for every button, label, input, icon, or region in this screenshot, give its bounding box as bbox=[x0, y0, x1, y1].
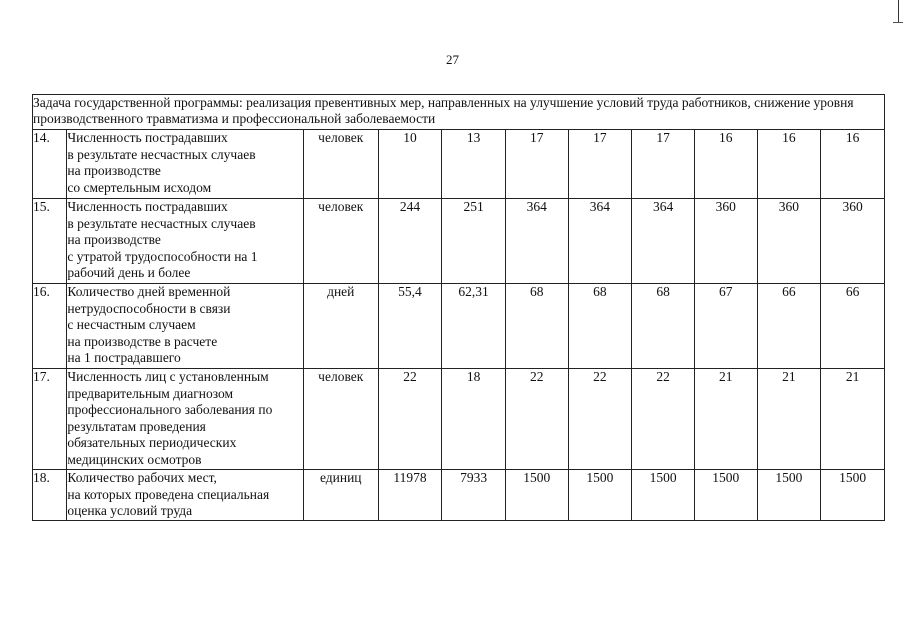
table-row bbox=[33, 199, 885, 284]
row-number: 15. bbox=[33, 199, 67, 284]
unit-cell: дней bbox=[303, 284, 378, 369]
value-cell: 16 bbox=[757, 130, 821, 199]
indicator-name: Численность пострадавших в результате несчастных случаев на производстве с утратой трудоспособности на 1 рабочий день и более bbox=[67, 199, 303, 284]
value-cell: 1500 bbox=[694, 470, 757, 521]
value-cell: 360 bbox=[757, 199, 821, 284]
value-cell: 66 bbox=[821, 284, 885, 369]
value-cell: 17 bbox=[505, 130, 568, 199]
value-cell: 62,31 bbox=[442, 284, 506, 369]
value-cell: 11978 bbox=[378, 470, 442, 521]
table-row bbox=[33, 369, 885, 470]
row-number: 16. bbox=[33, 284, 67, 369]
value-cell: 364 bbox=[632, 199, 695, 284]
table-row bbox=[33, 284, 885, 369]
value-cell: 68 bbox=[505, 284, 568, 369]
value-cell: 364 bbox=[568, 199, 632, 284]
value-cell: 16 bbox=[821, 130, 885, 199]
value-cell: 22 bbox=[632, 369, 695, 470]
value-cell: 22 bbox=[378, 369, 442, 470]
table-row bbox=[33, 470, 885, 521]
value-cell: 21 bbox=[694, 369, 757, 470]
value-cell: 364 bbox=[505, 199, 568, 284]
indicator-name: Количество рабочих мест, на которых проведена специальная оценка условий труда bbox=[67, 470, 303, 521]
value-cell: 66 bbox=[757, 284, 821, 369]
indicator-name: Численность пострадавших в результате несчастных случаев на производстве со смертельным исходом bbox=[67, 130, 303, 199]
unit-cell: человек bbox=[303, 199, 378, 284]
value-cell: 1500 bbox=[505, 470, 568, 521]
value-cell: 10 bbox=[378, 130, 442, 199]
unit-cell: человек bbox=[303, 130, 378, 199]
value-cell: 1500 bbox=[821, 470, 885, 521]
value-cell: 1500 bbox=[568, 470, 632, 521]
value-cell: 22 bbox=[568, 369, 632, 470]
value-cell: 244 bbox=[378, 199, 442, 284]
row-number: 18. bbox=[33, 470, 67, 521]
value-cell: 16 bbox=[694, 130, 757, 199]
value-cell: 360 bbox=[821, 199, 885, 284]
scan-edge-dash bbox=[893, 22, 903, 23]
value-cell: 68 bbox=[632, 284, 695, 369]
value-cell: 251 bbox=[442, 199, 506, 284]
page-number: 27 bbox=[446, 52, 459, 67]
indicators-table bbox=[32, 94, 885, 521]
value-cell: 360 bbox=[694, 199, 757, 284]
unit-cell: человек bbox=[303, 369, 378, 470]
value-cell: 21 bbox=[821, 369, 885, 470]
value-cell: 1500 bbox=[632, 470, 695, 521]
value-cell: 22 bbox=[505, 369, 568, 470]
scan-edge-mark bbox=[898, 0, 899, 22]
value-cell: 67 bbox=[694, 284, 757, 369]
table-row bbox=[33, 130, 885, 199]
value-cell: 55,4 bbox=[378, 284, 442, 369]
value-cell: 13 bbox=[442, 130, 506, 199]
value-cell: 68 bbox=[568, 284, 632, 369]
value-cell: 21 bbox=[757, 369, 821, 470]
task-row bbox=[33, 95, 885, 130]
indicator-name: Численность лиц с установленным предварительным диагнозом профессионального заболевания по результатам проведения обязательных периодических медицинских осмотров bbox=[67, 369, 303, 470]
unit-cell: единиц bbox=[303, 470, 378, 521]
value-cell: 17 bbox=[632, 130, 695, 199]
value-cell: 17 bbox=[568, 130, 632, 199]
value-cell: 1500 bbox=[757, 470, 821, 521]
value-cell: 7933 bbox=[442, 470, 506, 521]
row-number: 17. bbox=[33, 369, 67, 470]
row-number: 14. bbox=[33, 130, 67, 199]
task-cell: Задача государственной программы: реализация превентивных мер, направленных на улучшение условий труда работников, снижение уровня производственного травматизма и профессиональной заболеваемости bbox=[33, 95, 885, 130]
value-cell: 18 bbox=[442, 369, 506, 470]
indicator-name: Количество дней временной нетрудоспособности в связи с несчастным случаем на производстве в расчете на 1 пострадавшего bbox=[67, 284, 303, 369]
